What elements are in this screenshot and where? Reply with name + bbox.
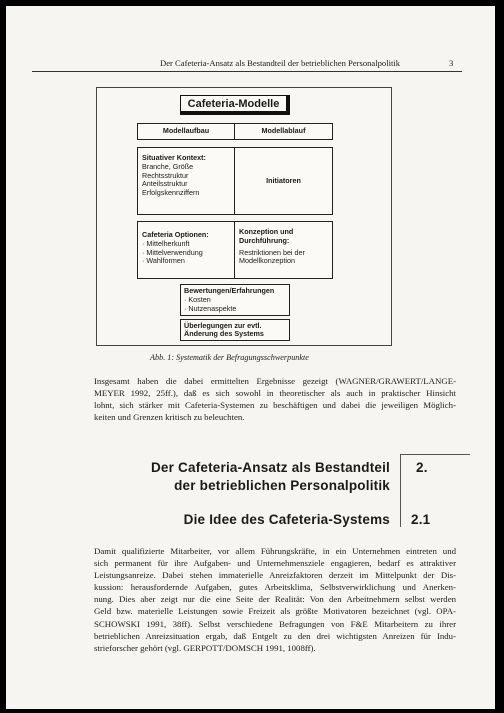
text-line: Leistungsanreize. Dabei stehen immaterielle Anreizfaktoren derzeit im Mittelpunkt der Dis- bbox=[94, 570, 456, 581]
section-number: 2. bbox=[416, 460, 428, 475]
section-title-line: der betrieblichen Personalpolitik bbox=[174, 478, 390, 493]
kontext-item: Anteilsstruktur bbox=[142, 179, 188, 189]
text-line: SCHOWSKI 1991, 38ff). Selbst verschiedene Befragungen von F&E Mitarbeitern zu ihrer bbox=[94, 618, 456, 629]
kontext-item: Erfolgskennziffern bbox=[142, 188, 200, 198]
ueberlegungen-line: Überlegungen zur evtl. bbox=[184, 321, 262, 330]
section-title-line: Der Cafeteria-Ansatz als Bestandteil bbox=[150, 460, 390, 475]
bewertung-item: · Nutzenaspekte bbox=[184, 303, 237, 313]
konzeption-item: Restriktionen bei der bbox=[239, 247, 305, 257]
column-header-modellablauf: Modellablauf bbox=[234, 123, 333, 140]
optionen-item: · Mittelherkunft bbox=[142, 238, 190, 248]
section-title bbox=[150, 459, 390, 495]
kontext-box bbox=[137, 147, 235, 215]
konzeption-title-line: Konzeption und bbox=[239, 227, 294, 236]
bewertung-title: Bewertungen/Erfahrungen bbox=[184, 286, 275, 295]
text-line: MEYER 1992, 25ff.), daß es sich sowohl in theoretischer als auch in praktischer Hinsicht bbox=[94, 388, 456, 399]
kontext-title: Situativer Kontext: bbox=[142, 153, 206, 162]
bewertung-item: · Kosten bbox=[184, 294, 211, 304]
text-line: keiten und Grenzen kritisch zu beleuchten. bbox=[94, 412, 245, 423]
page-number: 3 bbox=[449, 58, 454, 68]
konzeption-box bbox=[234, 221, 333, 279]
column-header-modellaufbau: Modellaufbau bbox=[137, 123, 235, 140]
ueberlegungen-box bbox=[180, 319, 290, 341]
initiatoren-box: Initiatoren bbox=[234, 147, 333, 215]
text-line: strieforscher gehört (vgl. GERPOTT/DOMSCH 1991, 1008ff). bbox=[94, 642, 316, 653]
optionen-item: · Wahlformen bbox=[142, 256, 185, 266]
text-line: lohnt, sich stärker mit Cafeteria-Systemen zu beschäftigen und dabei die jeweiligen Möglich- bbox=[94, 400, 456, 411]
text-line: kussion: herausfordernde Aufgaben, gutes Arbeitsklima, Selbstverwirklichung und Anerken- bbox=[94, 582, 456, 593]
running-header: Der Cafeteria-Ansatz als Bestandteil der betrieblichen Personalpolitik bbox=[160, 58, 401, 68]
kontext-item: Rechtsstruktur bbox=[142, 170, 189, 180]
header-rule bbox=[32, 71, 462, 72]
konzeption-title-line: Durchführung: bbox=[239, 235, 290, 245]
figure-title: Cafeteria-Modelle bbox=[180, 95, 290, 115]
section-rule-horizontal bbox=[400, 454, 470, 455]
text-line: betrieblichen Anreizsituation ergab, daß Entgelt zu den drei wichtigsten Anreizen für Indu- bbox=[94, 630, 456, 641]
subsection-title: Die Idee des Cafeteria-Systems bbox=[183, 512, 390, 527]
optionen-item: · Mittelverwendung bbox=[142, 247, 203, 257]
paragraph-2 bbox=[94, 545, 456, 654]
optionen-title: Cafeteria Optionen: bbox=[142, 230, 209, 239]
text-line: Insgesamt haben die dabei ermittelten Ergebnisse gezeigt (WAGNER/GRAWERT/LANGE- bbox=[94, 376, 456, 386]
text-line: Geld bzw. materielle Leistungen sowie Freizeit als größte Motivatoren bezeichnet (vgl. OPA- bbox=[94, 606, 456, 617]
subsection-number: 2.1 bbox=[411, 512, 431, 527]
ueberlegungen-line: Änderung des Systems bbox=[184, 329, 264, 339]
section-rule-vertical bbox=[400, 455, 401, 527]
kontext-item: Branche, Größe bbox=[142, 161, 194, 171]
text-line: nung. Dies aber zeigt nur die eine Seite der Realität: Von den Arbeitnehmern selbst werden bbox=[94, 594, 456, 605]
bewertung-box bbox=[180, 284, 290, 316]
text-line: Damit qualifizierte Mitarbeiter, vor allem Führungskräfte, in ein Unternehmen eintreten und bbox=[94, 546, 456, 556]
paragraph-1 bbox=[94, 375, 456, 423]
figure-caption: Abb. 1: Systematik der Befragungsschwerpunkte bbox=[150, 353, 309, 362]
konzeption-item: Modellkonzeption bbox=[239, 256, 295, 266]
text-line: sich permanent für ihre Aufgaben- und Unternehmensziele engagieren, bedarf es attraktiver bbox=[94, 558, 456, 569]
optionen-box bbox=[137, 221, 235, 279]
